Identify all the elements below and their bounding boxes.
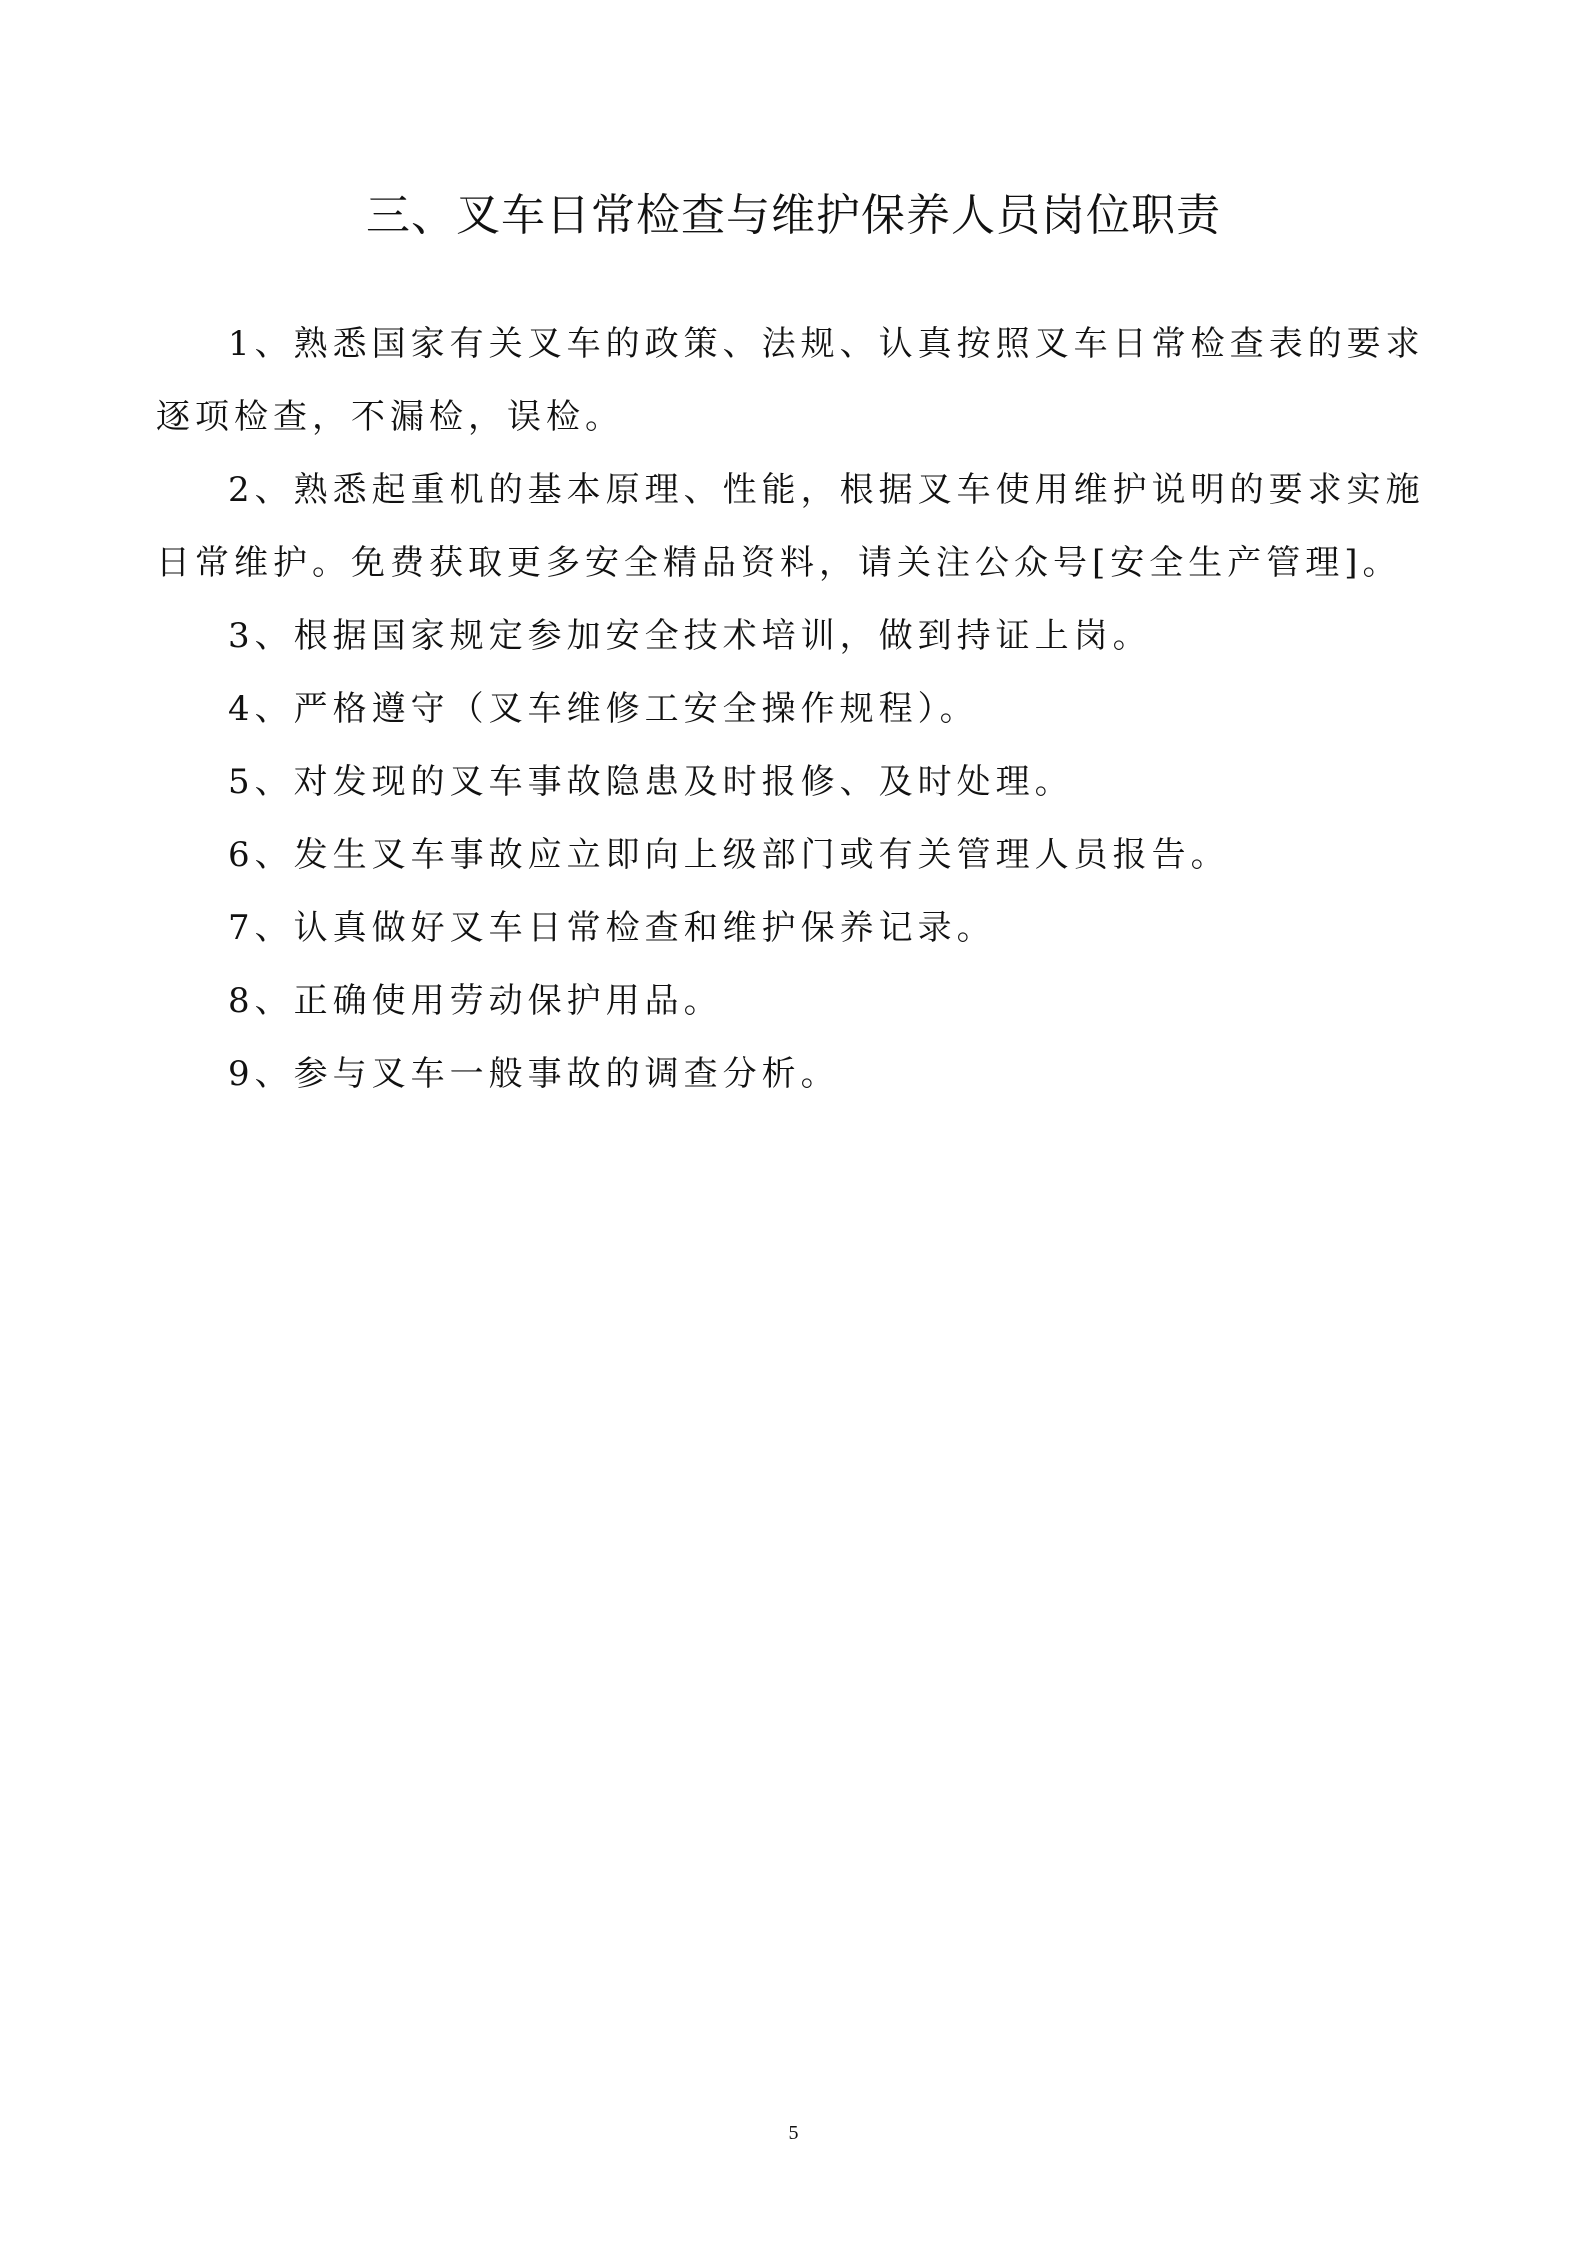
paragraph-item-5: 5、对发现的叉车事故隐患及时报修、及时处理。 xyxy=(228,762,1074,802)
page-number: 5 xyxy=(788,2122,799,2144)
paragraph-item-3: 3、根据国家规定参加安全技术培训，做到持证上岗。 xyxy=(228,616,1152,656)
paragraph-item-4: 4、严格遵守（叉车维修工安全操作规程）。 xyxy=(228,689,979,729)
paragraph-item-7: 7、认真做好叉车日常检查和维护保养记录。 xyxy=(228,908,996,948)
document-body xyxy=(156,308,1432,1111)
paragraph-item-1: 1、熟悉国家有关叉车的政策、法规、认真按照叉车日常检查表的要求逐项检查，不漏检，误检。 xyxy=(156,324,1425,437)
page-title: 三、叉车日常检查与维护保养人员岗位职责 xyxy=(366,190,1221,241)
paragraph-item-9: 9、参与叉车一般事故的调查分析。 xyxy=(228,1054,840,1094)
paragraph-item-8: 8、正确使用劳动保护用品。 xyxy=(228,981,723,1021)
paragraph-item-2: 2、熟悉起重机的基本原理、性能，根据叉车使用维护说明的要求实施日常维护。免费获取更多安全精品资料，请关注公众号[安全生产管理]。 xyxy=(156,470,1425,583)
paragraph-item-6: 6、发生叉车事故应立即向上级部门或有关管理人员报告。 xyxy=(228,835,1230,875)
